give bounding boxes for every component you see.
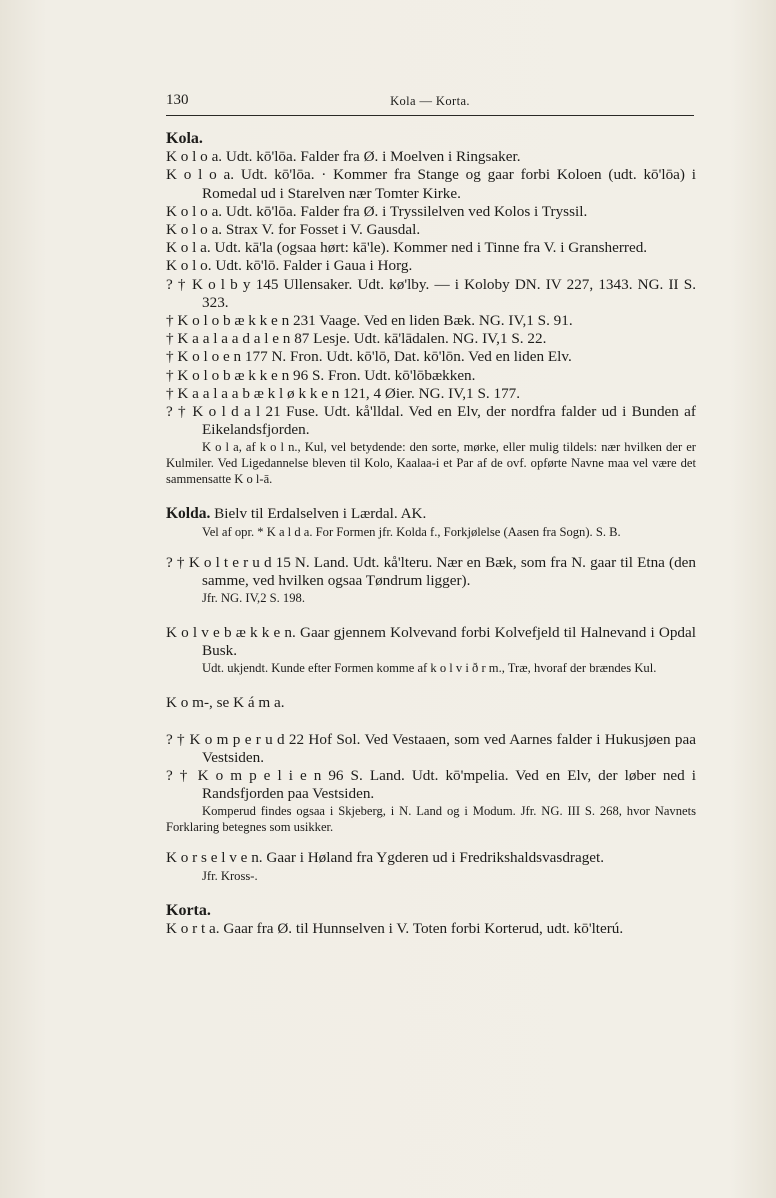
entry: K o l o a. Udt. kō'lōa. Falder fra Ø. i Moelven i Ringsaker. — [166, 148, 521, 166]
entry: ? † K o l d a l 21 Fuse. Udt. kå'lldal. Ved en Elv, der nordfra falder ud i Bunden af Eikelandsfjorden. — [166, 403, 696, 439]
entry: K o l a. Udt. kā'la (ogsaa hørt: kā'le). Kommer ned i Tinne fra V. i Gransherred. — [166, 239, 648, 257]
entry: † K o l o e n 177 N. Fron. Udt. kō'lō, Dat. kō'lōn. Ved en liden Elv. — [166, 348, 572, 366]
page-header — [166, 92, 694, 114]
note: Jfr. NG. IV,2 S. 198. — [202, 591, 305, 606]
entry: ? † K o l t e r u d 15 N. Land. Udt. kå'lteru. Nær en Bæk, som fra N. gaar til Etna (den samme, ved hvilken ogsaa Tøndrum ligger). — [166, 553, 696, 589]
entry: K o l o. Udt. kō'lō. Falder i Gaua i Horg. — [166, 257, 413, 275]
note: Vel af opr. * K a l d a. For Formen jfr. Kolda f., Forkjølelse (Aasen fra Sogn). S. B. — [202, 524, 621, 539]
note: Jfr. Kross-. — [202, 868, 258, 883]
entry: K o l o a. Udt. kō'lōa. Falder fra Ø. i Tryssilelven ved Kolos i Tryssil. — [166, 202, 588, 220]
heading-kola: Kola. — [166, 130, 203, 147]
note: Udt. ukjendt. Kunde efter Formen komme af k o l v i ð r m., Træ, hvoraf der brændes Kul. — [202, 661, 657, 676]
entry-kolda — [166, 505, 696, 523]
entry: † K a a l a a b æ k l ø k k e n 121, 4 Øier. NG. IV,1 S. 177. — [166, 384, 521, 402]
heading-korta: Korta. — [166, 901, 211, 919]
entry: K o l o a. Udt. kō'lōa. · Kommer fra Stange og gaar forbi Koloen (udt. kō'lōa) i Romedal ud i Starelven nær Tomter Kirke. — [166, 166, 696, 202]
entry: K o l v e b æ k k e n. Gaar gjennem Kolvevand forbi Kolvefjeld til Halnevand i Opdal Busk. — [166, 624, 696, 660]
note: Komperud findes ogsaa i Skjeberg, i N. Land og i Modum. Jfr. NG. III S. 268, hvor Navnets Forklaring betegnes som usikker. — [166, 804, 696, 835]
kolda-text: Bielv til Erdalselven i Lærdal. AK. — [214, 505, 427, 523]
running-title: Kola — Korta. — [390, 94, 470, 108]
page-number: 130 — [166, 92, 189, 108]
entry: ? † K o m p e r u d 22 Hof Sol. Ved Vestaaen, som ved Aarnes falder i Hukusjøen paa Vestsiden. — [166, 730, 696, 766]
entry: K o r t a. Gaar fra Ø. til Hunnselven i V. Toten forbi Korterud, udt. kō'lterú. — [166, 919, 624, 937]
header-rule — [166, 115, 694, 116]
entry: † K o l o b æ k k e n 231 Vaage. Ved en liden Bæk. NG. IV,1 S. 91. — [166, 312, 573, 330]
page-body — [166, 130, 696, 938]
note: K o l a, af k o l n., Kul, vel betydende: den sorte, mørke, eller mulig tildels: nær hvilken der er Kulmiler. Ved Ligedannelse bleven til Kolo, Kaalaa-i et Par af de ovf. opførte Navne maa vel være det sammensatte K o l-ā. — [166, 440, 696, 487]
heading-kolda: Kolda. — [166, 505, 211, 523]
entry: † K a a l a a d a l e n 87 Lesje. Udt. kā'lādalen. NG. IV,1 S. 22. — [166, 330, 547, 348]
entry: K o l o a. Strax V. for Fosset i V. Gausdal. — [166, 221, 421, 239]
entry: ? † K o l b y 145 Ullensaker. Udt. kø'lby. — i Koloby DN. IV 227, 1343. NG. II S. 323. — [166, 275, 696, 311]
entry: † K o l o b æ k k e n 96 S. Fron. Udt. kō'lōbækken. — [166, 366, 476, 384]
entry: K o r s e l v e n. Gaar i Høland fra Ygderen ud i Fredrikshaldsvasdraget. — [166, 849, 605, 867]
entry: K o m-, se K á m a. — [166, 694, 285, 712]
entry: ? † K o m p e l i e n 96 S. Land. Udt. kō'mpelia. Ved en Elv, der løber ned i Randsfjorden paa Vestsiden. — [166, 767, 696, 803]
